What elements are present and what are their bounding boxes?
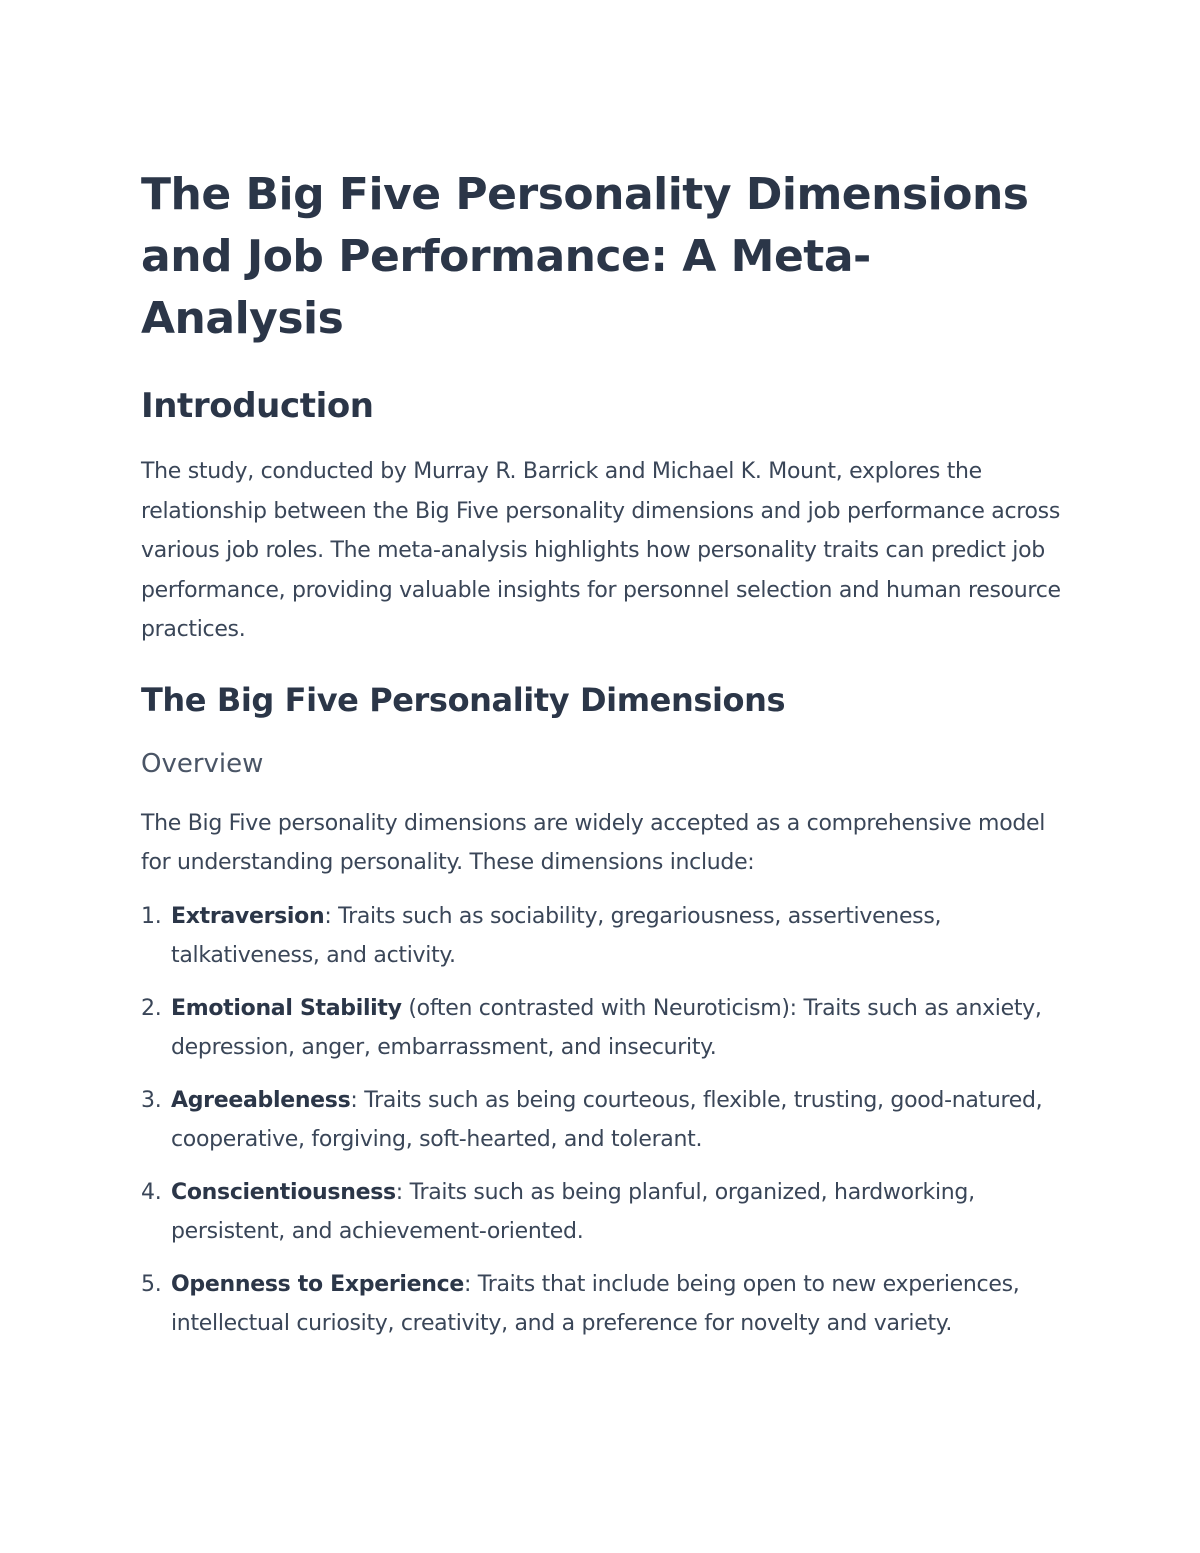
list-item-text: : Traits such as being planful, organized, hardworking, persistent, and achievement-oriented. xyxy=(171,1179,975,1244)
list-item-extraversion xyxy=(141,897,1061,976)
list-item-number: 3. xyxy=(141,1087,162,1113)
list-item-text: : Traits that include being open to new experiences, intellectual curiosity, creativity, and a preference for novelty and variety. xyxy=(171,1271,1020,1336)
document-content xyxy=(141,164,1061,1357)
overview-heading: Overview xyxy=(141,748,264,779)
list-item-text: : Traits such as sociability, gregariousness, assertiveness, talkativeness, and activity. xyxy=(171,903,942,968)
list-item-openness xyxy=(141,1265,1061,1344)
introduction-heading: Introduction xyxy=(141,386,374,426)
list-item-number: 5. xyxy=(141,1271,162,1297)
list-item-number: 4. xyxy=(141,1179,162,1205)
list-item-term: Agreeableness xyxy=(171,1087,351,1113)
document-title-line-1: The Big Five Personality Dimensions xyxy=(141,169,1029,220)
list-item-term: Emotional Stability xyxy=(171,995,402,1021)
list-item-conscientiousness xyxy=(141,1173,1061,1252)
list-item-text: : Traits such as being courteous, flexible, trusting, good-natured, cooperative, forgiving, soft-hearted, and tolerant. xyxy=(171,1087,1043,1152)
list-item-number: 1. xyxy=(141,903,162,929)
list-item-agreeableness xyxy=(141,1081,1061,1160)
big-five-list xyxy=(141,897,1061,1344)
document-title-line-2: and Job Performance: A Meta-Analysis xyxy=(141,231,871,344)
list-item-emotional-stability xyxy=(141,989,1061,1068)
list-item-term: Openness to Experience xyxy=(171,1271,464,1297)
document-title xyxy=(141,164,1061,350)
big-five-heading: The Big Five Personality Dimensions xyxy=(141,680,786,719)
list-item-term: Conscientiousness xyxy=(171,1179,396,1205)
overview-paragraph: The Big Five personality dimensions are widely accepted as a comprehensive model for understanding personality. These dimensions include: xyxy=(141,810,1046,875)
list-item-term: Extraversion xyxy=(171,903,325,929)
list-item-text: (often contrasted with Neuroticism): Traits such as anxiety, depression, anger, embarrassment, and insecurity. xyxy=(171,995,1042,1060)
list-item-number: 2. xyxy=(141,995,162,1021)
introduction-paragraph: The study, conducted by Murray R. Barrick and Michael K. Mount, explores the relationship between the Big Five personality dimensions and job performance across various job roles. The meta-analysis highlights how personality traits can predict job performance, providing valuable insights for personnel selection and human resource practices. xyxy=(141,459,1061,642)
